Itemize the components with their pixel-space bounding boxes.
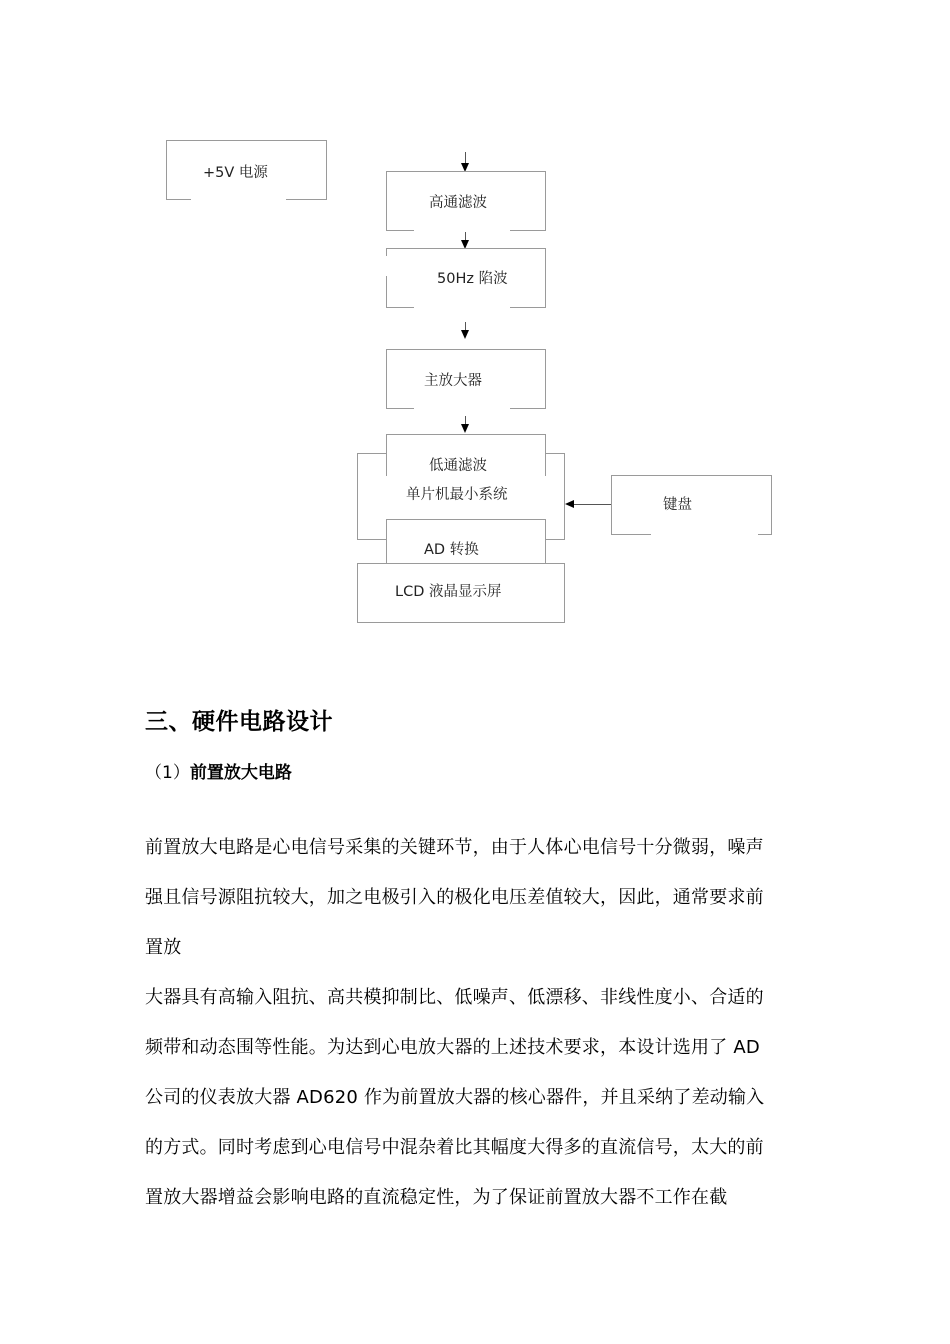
lcd-display-box [357, 563, 565, 623]
keyboard-box-bottom-left [611, 534, 651, 535]
keyboard-label: 键盘 [663, 497, 692, 513]
notch-box-left-bottom [386, 276, 387, 308]
body-line: 公司的仪表放大器 AD620 作为前置放大器的核心器件，并且采纳了差动输入 [145, 1087, 765, 1108]
keyboard-box-bottom-right [758, 534, 772, 535]
adc-box [386, 519, 546, 565]
notch-box-bottom-left [386, 307, 414, 308]
body-line: 置放大器增益会影响电路的直流稳定性，为了保证前置放大器不工作在截 [145, 1187, 728, 1208]
keyboard-to-mcu-arrow [565, 500, 574, 508]
adc-label: AD 转换 [424, 542, 479, 558]
hp-to-notch-line [465, 232, 466, 240]
main-amplifier-label: 主放大器 [424, 373, 482, 389]
highpass-box-bottom-right [510, 230, 546, 231]
amp-to-lp-line [465, 416, 466, 424]
mcu-system-label: 单片机最小系统 [406, 487, 508, 503]
body-line: 置放 [145, 937, 182, 958]
notch-to-amp-arrow [461, 330, 469, 339]
notch-to-amp-line [465, 322, 466, 330]
subsection-number: （1） [145, 763, 190, 783]
amp-box-bottom-right [510, 408, 546, 409]
highpass-box-bottom-left [386, 230, 414, 231]
lcd-display-label: LCD 液晶显示屏 [395, 584, 502, 600]
subsection-title: 前置放大电路 [189, 763, 292, 783]
section-heading: 三、硬件电路设计 [145, 709, 333, 735]
amp-box-bottom-left [386, 408, 414, 409]
notch-box-bottom-right [510, 307, 546, 308]
body-line: 大器具有高输入阻抗、高共模抑制比、低噪声、低漂移、非线性度小、合适的 [145, 987, 764, 1008]
keyboard-to-mcu-line [574, 504, 611, 505]
power-supply-box [166, 140, 327, 200]
lowpass-filter-label: 低通滤波 [429, 458, 487, 474]
body-line: 的方式。同时考虑到心电信号中混杂着比其幅度大得多的直流信号，太大的前 [145, 1137, 764, 1158]
power-box-bottom-left [166, 199, 191, 200]
highpass-filter-label: 高通滤波 [429, 195, 487, 211]
notch-filter-label: 50Hz 陷波 [437, 271, 508, 287]
body-line: 强且信号源阻抗较大，加之电极引入的极化电压差值较大，因此，通常要求前 [145, 887, 764, 908]
lowpass-filter-box [386, 434, 546, 476]
amp-to-lp-arrow [461, 424, 469, 433]
main-amplifier-box [386, 349, 546, 409]
body-line: 频带和动态围等性能。为达到心电放大器的上述技术要求，本设计选用了 AD [145, 1037, 760, 1058]
highpass-filter-box [386, 171, 546, 231]
power-box-bottom-right [286, 199, 327, 200]
subsection-heading [145, 758, 292, 783]
body-line: 前置放大电路是心电信号采集的关键环节，由于人体心电信号十分微弱，噪声 [145, 837, 764, 858]
power-supply-label: +5V 电源 [203, 165, 268, 181]
notch-box-left-top [386, 248, 387, 256]
keyboard-box [611, 475, 772, 535]
notch-filter-box [386, 248, 546, 308]
